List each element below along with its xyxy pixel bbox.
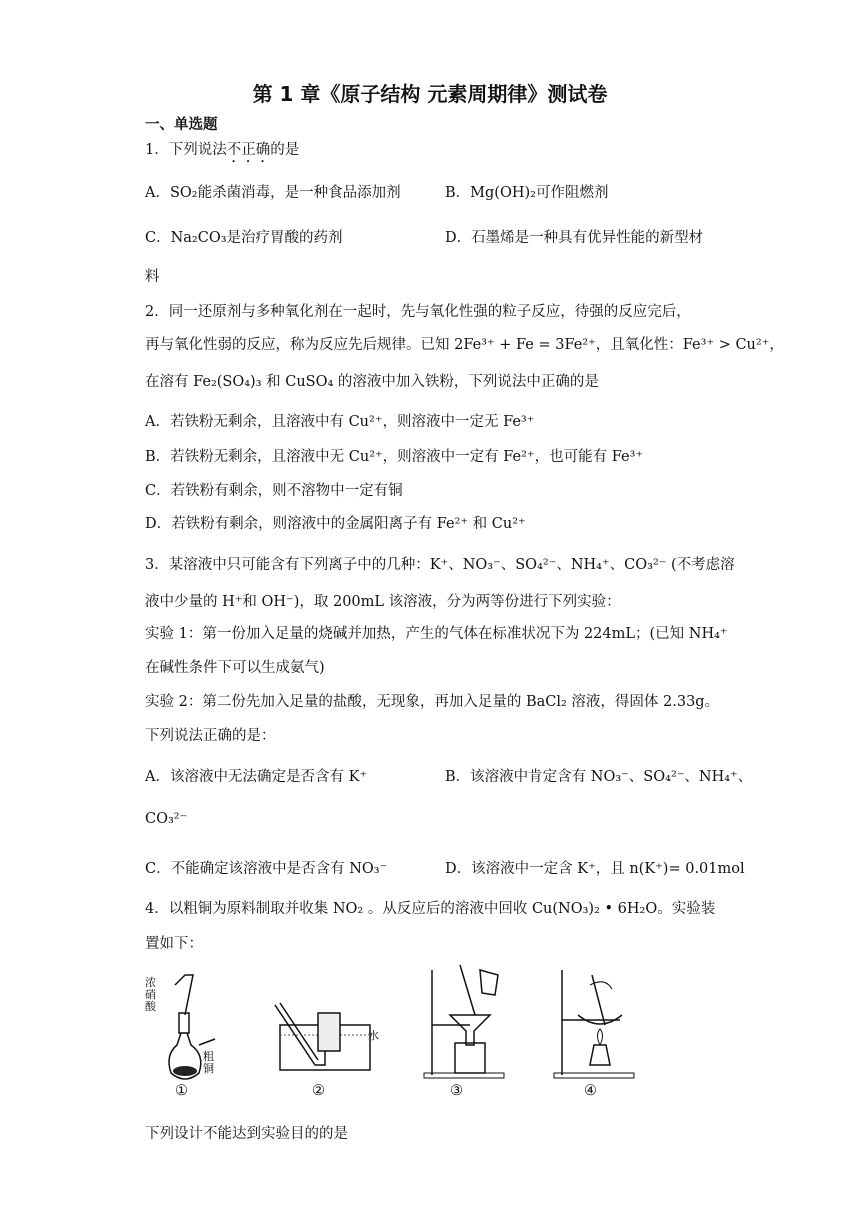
question-3-line-1: 3．某溶液中只可能含有下列离子中的几种：K⁺、NO₃⁻、SO₄²⁻、NH₄⁺、CO₃²⁻ (不考虑溶	[145, 557, 735, 573]
question-2-line-2: 再与氧化性弱的反应，称为反应先后规律。已知 2Fe³⁺ + Fe = 3Fe²⁺，且氧化性：Fe³⁺ > Cu²⁺，	[145, 337, 784, 353]
q3-option-b-cont: CO₃²⁻	[145, 811, 188, 827]
apparatus-1-figure	[145, 965, 225, 1099]
q1-stem-emphasis: 不正确	[226, 142, 271, 158]
question-1-stem	[145, 138, 299, 166]
page-title: 第 1 章《原子结构 元素周期律》测试卷	[252, 82, 608, 106]
q3-option-b: B．该溶液中肯定含有 NO₃⁻、SO₄²⁻、NH₄⁺、	[445, 769, 753, 785]
question-4-last-line: 下列设计不能达到实验目的的是	[145, 1126, 348, 1142]
fig-number-2: ②	[312, 1083, 325, 1099]
question-4-line-2: 置如下：	[145, 936, 203, 952]
q1-option-a: A．SO₂能杀菌消毒，是一种食品添加剂	[145, 185, 401, 201]
fig-number-4: ④	[584, 1083, 597, 1099]
section-heading: 一、单选题	[145, 117, 218, 133]
water-trough-diagram	[270, 965, 380, 1085]
q3-option-a: A．该溶液中无法确定是否含有 K⁺	[145, 769, 368, 785]
apparatus-2-figure	[270, 965, 380, 1099]
question-3-line-6: 下列说法正确的是：	[145, 728, 276, 744]
q1-option-b: B．Mg(OH)₂可作阻燃剂	[445, 185, 609, 201]
question-3-line-2: 液中少量的 H⁺和 OH⁻)，取 200mL 该溶液，分为两等份进行下列实验：	[145, 594, 621, 610]
question-2-line-3: 在溶有 Fe₂(SO₄)₃ 和 CuSO₄ 的溶液中加入铁粉，下列说法中正确的是	[145, 374, 599, 390]
fig1-label-acid: 浓硝酸	[145, 976, 156, 1013]
q3-option-c: C．不能确定该溶液中是否含有 NO₃⁻	[145, 861, 388, 877]
fig1-label-copper: 粗铜	[203, 1050, 214, 1075]
apparatus-4-figure	[550, 965, 650, 1099]
q1-option-c: C．Na₂CO₃是治疗胃酸的药剂	[145, 230, 343, 246]
question-3-line-5: 实验 2：第二份先加入足量的盐酸，无现象，再加入足量的 BaCl₂ 溶液，得固体 2.33g。	[145, 694, 720, 710]
question-2-line-1: 2．同一还原剂与多种氧化剂在一起时，先与氧化性强的粒子反应，待强的反应完后，	[145, 304, 691, 320]
fig2-label-water: 水	[368, 1029, 379, 1042]
q2-option-a: A．若铁粉无剩余，且溶液中有 Cu²⁺，则溶液中一定无 Fe³⁺	[145, 414, 535, 430]
evaporation-diagram	[550, 965, 650, 1085]
q1-option-d: D．石墨烯是一种具有优异性能的新型材	[445, 230, 704, 246]
fig-number-3: ③	[450, 1083, 463, 1099]
q1-stem-pre: 1．下列说法	[145, 142, 227, 158]
fig-number-1: ①	[175, 1083, 188, 1099]
q2-option-b: B．若铁粉无剩余，且溶液中无 Cu²⁺，则溶液中一定有 Fe²⁺，也可能有 Fe³⁺	[145, 449, 644, 465]
q2-option-c: C．若铁粉有剩余，则不溶物中一定有铜	[145, 483, 403, 499]
question-4-line-1: 4．以粗铜为原料制取并收集 NO₂ 。从反应后的溶液中回收 Cu(NO₃)₂ • 6H₂O。实验装	[145, 901, 716, 917]
apparatus-3-figure	[420, 965, 520, 1099]
q1-stem-post: 的是	[270, 142, 300, 158]
question-3-line-3: 实验 1：第一份加入足量的烧碱并加热，产生的气体在标准状况下为 224mL；(已知 NH₄⁺	[145, 626, 728, 642]
question-3-line-4: 在碱性条件下可以生成氨气)	[145, 660, 325, 676]
q3-option-d: D．该溶液中一定含 K⁺，且 n(K⁺)= 0.01mol	[445, 861, 745, 877]
filtration-diagram	[420, 965, 520, 1085]
q2-option-d: D．若铁粉有剩余，则溶液中的金属阳离子有 Fe²⁺ 和 Cu²⁺	[145, 516, 526, 532]
q1-option-d-cont: 料	[145, 269, 160, 285]
